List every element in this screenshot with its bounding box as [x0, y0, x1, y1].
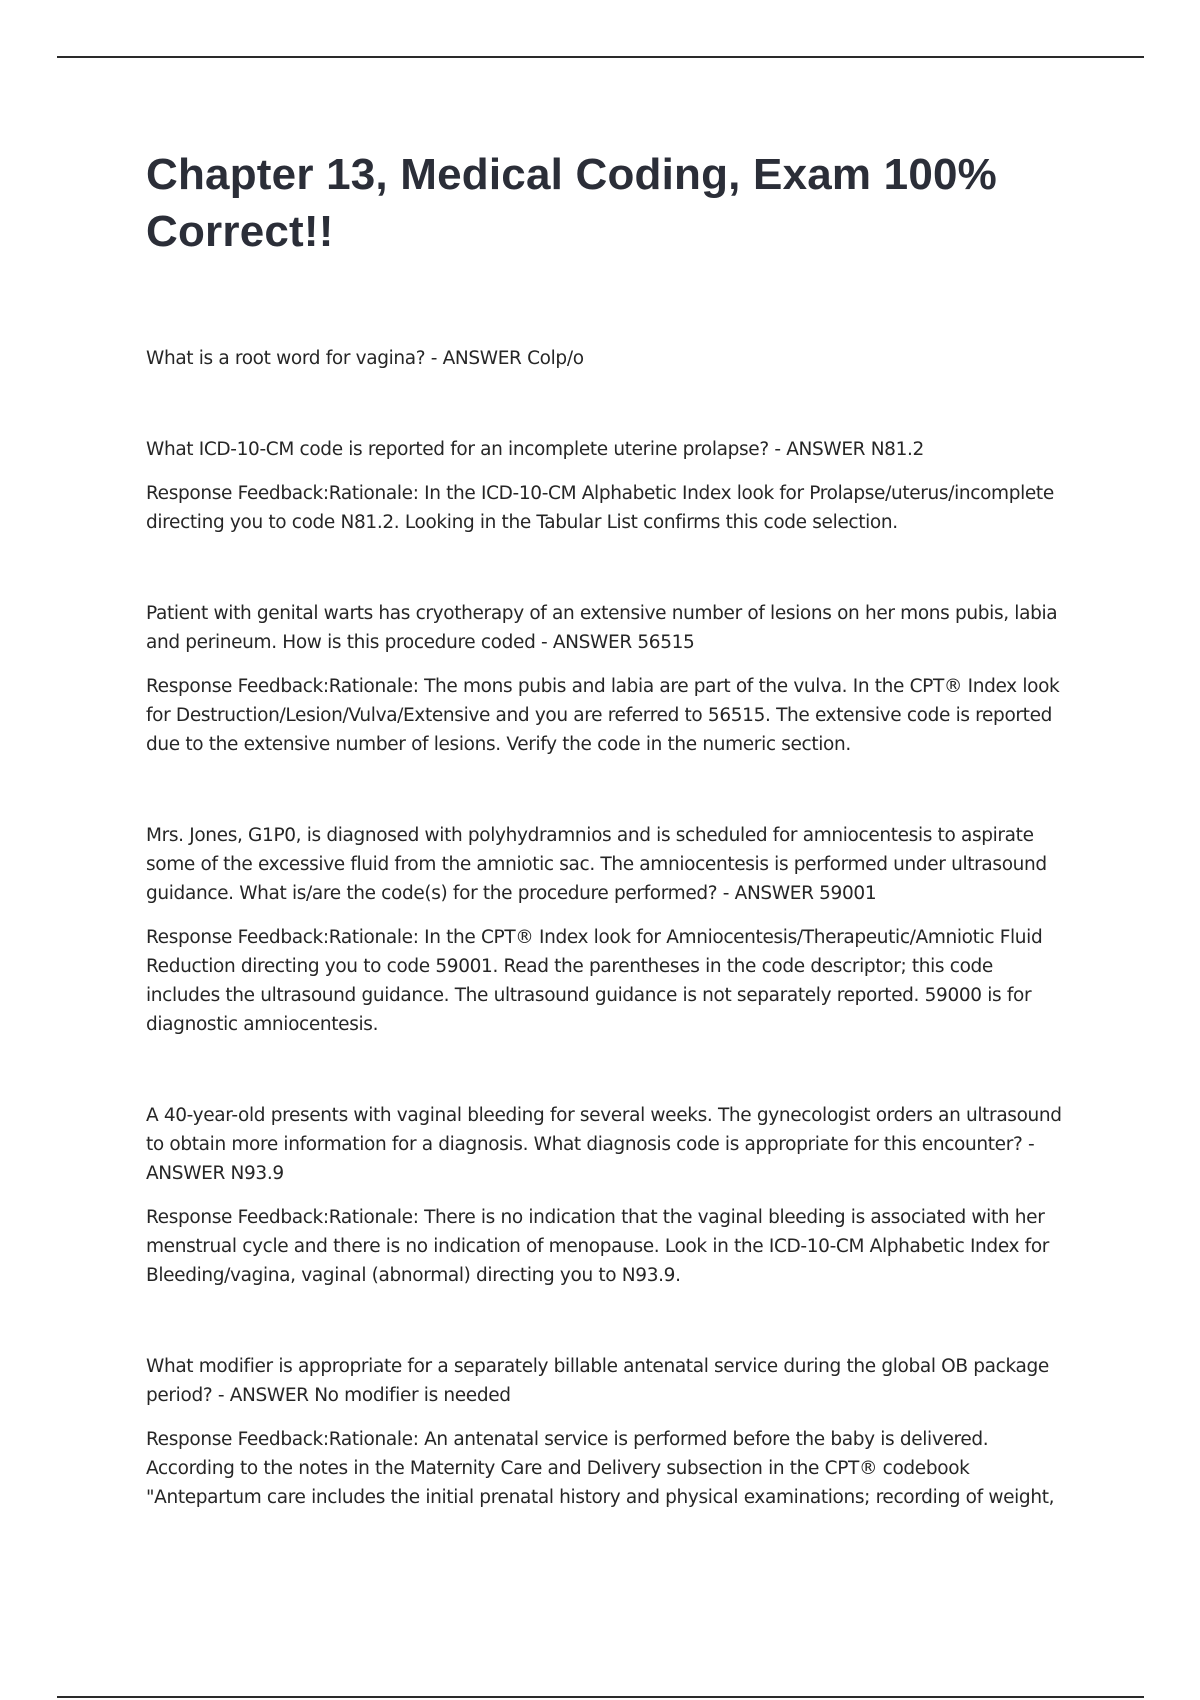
- question-2: What ICD-10-CM code is reported for an incomplete uterine prolapse? - ANSWER N81.2: [146, 439, 924, 460]
- feedback-6: Response Feedback:Rationale: An antenatal service is performed before the baby is delivered. According to the notes in the Maternity Care and Delivery subsection in the CPT® codebook "Antepartum care includes the initial prenatal history and physical examinations; recording of weight,: [146, 1429, 1055, 1508]
- question-3: Patient with genital warts has cryotherapy of an extensive number of lesions on her mons pubis, labia and perineum. How is this procedure coded - ANSWER 56515: [146, 603, 1058, 653]
- qa-item-6: [146, 1352, 1066, 1512]
- qa-item-5: [146, 1101, 1066, 1290]
- feedback-4: Response Feedback:Rationale: In the CPT® Index look for Amniocentesis/Therapeutic/Amniotic Fluid Reduction directing you to code 59001. Read the parentheses in the code descriptor; this code includes the ultrasound guidance. The ultrasound guidance is not separately reported. 59000 is for diagnostic amniocentesis.: [146, 927, 1043, 1035]
- feedback-3: Response Feedback:Rationale: The mons pubis and labia are part of the vulva. In the CPT® Index look for Destruction/Lesion/Vulva/Extensive and you are referred to 56515. The extensive code is reported due to the extensive number of lesions. Verify the code in the numeric section.: [146, 676, 1060, 755]
- question-6: What modifier is appropriate for a separately billable antenatal service during the global OB package period? - ANSWER No modifier is needed: [146, 1356, 1049, 1406]
- question-1: What is a root word for vagina? - ANSWER Colp/o: [146, 348, 584, 369]
- qa-item-2: [146, 435, 1066, 537]
- qa-item-4: [146, 821, 1066, 1039]
- document-title: Chapter 13, Medical Coding, Exam 100% Correct!!: [146, 150, 998, 256]
- feedback-2: Response Feedback:Rationale: In the ICD-10-CM Alphabetic Index look for Prolapse/uterus/incomplete directing you to code N81.2. Looking in the Tabular List confirms this code selection.: [146, 483, 1054, 533]
- question-4: Mrs. Jones, G1P0, is diagnosed with polyhydramnios and is scheduled for amniocentesis to aspirate some of the excessive fluid from the amniotic sac. The amniocentesis is performed under ultrasound guidance. What is/are the code(s) for the procedure performed? - ANSWER 59001: [146, 825, 1047, 904]
- feedback-5: Response Feedback:Rationale: There is no indication that the vaginal bleeding is associated with her menstrual cycle and there is no indication of menopause. Look in the ICD-10-CM Alphabetic Index for Bleeding/vagina, vaginal (abnormal) directing you to N93.9.: [146, 1207, 1050, 1286]
- qa-item-3: [146, 599, 1066, 759]
- bottom-rule: [57, 1696, 1144, 1698]
- qa-list: [146, 344, 1066, 1512]
- page-content: [146, 146, 1066, 1512]
- qa-item-1: [146, 344, 1066, 373]
- top-rule: [57, 56, 1144, 58]
- question-5: A 40-year-old presents with vaginal bleeding for several weeks. The gynecologist orders an ultrasound to obtain more information for a diagnosis. What diagnosis code is appropriate for this encounter? - ANSWER N93.9: [146, 1105, 1062, 1184]
